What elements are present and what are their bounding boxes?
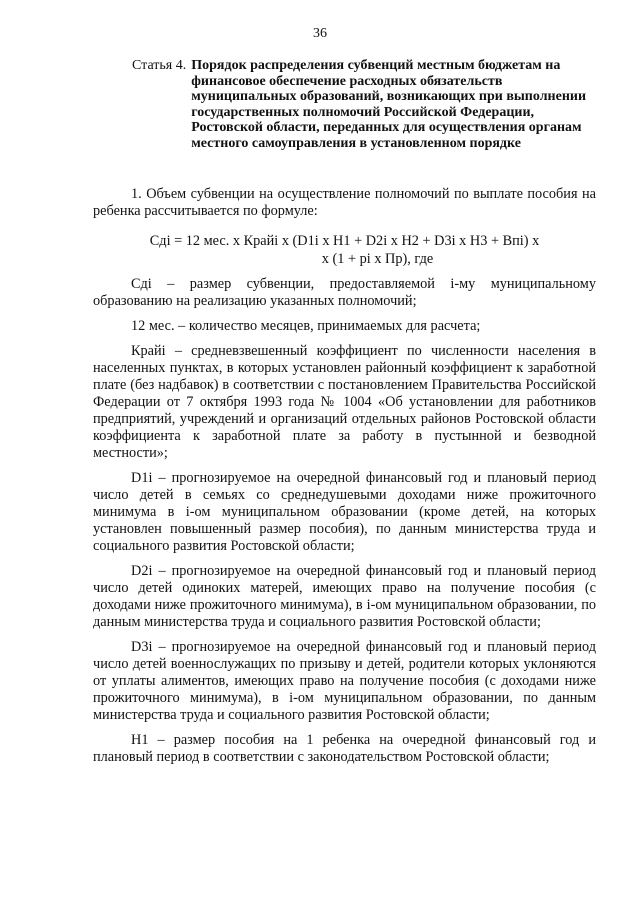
definition-krai: Крайi – средневзвешенный коэффициент по численности населения в населенных пунктах, в которых установлен районный коэффициент к заработной плате (без надбавок) в соответствии с постановлением Правительства Российской Федерации от 7 октября 1993 года № 1004 «Об установлении для работников предприятий, учреждений и организаций отдельных районов Ростовской области коэффициента к заработной плате за работу в пустынной и безводной местности»;	[93, 343, 596, 461]
definition-sd: Сдi – размер субвенции, предоставляемой i-му муниципальному образованию на реализацию указанных полномочий;	[93, 276, 596, 309]
definition-d2: D2i – прогнозируемое на очередной финансовый год и плановый период число детей одиноких матерей, имеющих право на получение пособия (с доходами ниже прожиточного минимума), в i-ом муниципальном образовании, по данным министерства труда и социального развития Ростовской области;	[93, 563, 596, 630]
definition-d1: D1i – прогнозируемое на очередной финансовый год и плановый период число детей в семьях со среднедушевыми доходами ниже прожиточного минимума в i-ом муниципальном образовании (кроме детей, на которых установлен повышенный размер пособия), по данным министерства труда и социального развития Ростовской области;	[93, 470, 596, 554]
formula	[93, 232, 596, 268]
article-title: Порядок распределения субвенций местным бюджетам на финансовое обеспечение расходных обязательств муниципальных образований, возникающих при выполнении государственных полномочий Российской Федерации, Ростовской области, переданных для осуществления органам местного самоуправления в установленном порядке	[191, 58, 587, 151]
page-number: 36	[313, 26, 327, 41]
article-label: Статья 4.	[132, 58, 187, 73]
definition-h1: Н1 – размер пособия на 1 ребенка на очередной финансовый год и плановый период в соответствии с законодательством Ростовской области;	[93, 732, 596, 765]
article-heading	[132, 58, 602, 151]
definition-months: 12 мес. – количество месяцев, принимаемых для расчета;	[131, 318, 481, 334]
formula-line-1: Сдi = 12 мес. х Крайi х (D1i х Н1 + D2i х Н2 + D3i х Н3 + Впi) х	[149, 233, 540, 249]
formula-line-2: х (1 + pi х Пр), где	[321, 251, 434, 267]
definition-d3: D3i – прогнозируемое на очередной финансовый год и плановый период число детей военнослужащих по призыву и детей, родители которых уклоняются от уплаты алиментов, имеющих право на получение пособия (с доходами ниже прожиточного минимума), в i-ом муниципальном образовании, по данным министерства труда и социального развития Ростовской области;	[93, 639, 596, 723]
document-body	[93, 186, 596, 774]
paragraph-1: 1. Объем субвенции на осуществление полномочий по выплате пособия на ребенка рассчитывается по формуле:	[93, 186, 596, 219]
